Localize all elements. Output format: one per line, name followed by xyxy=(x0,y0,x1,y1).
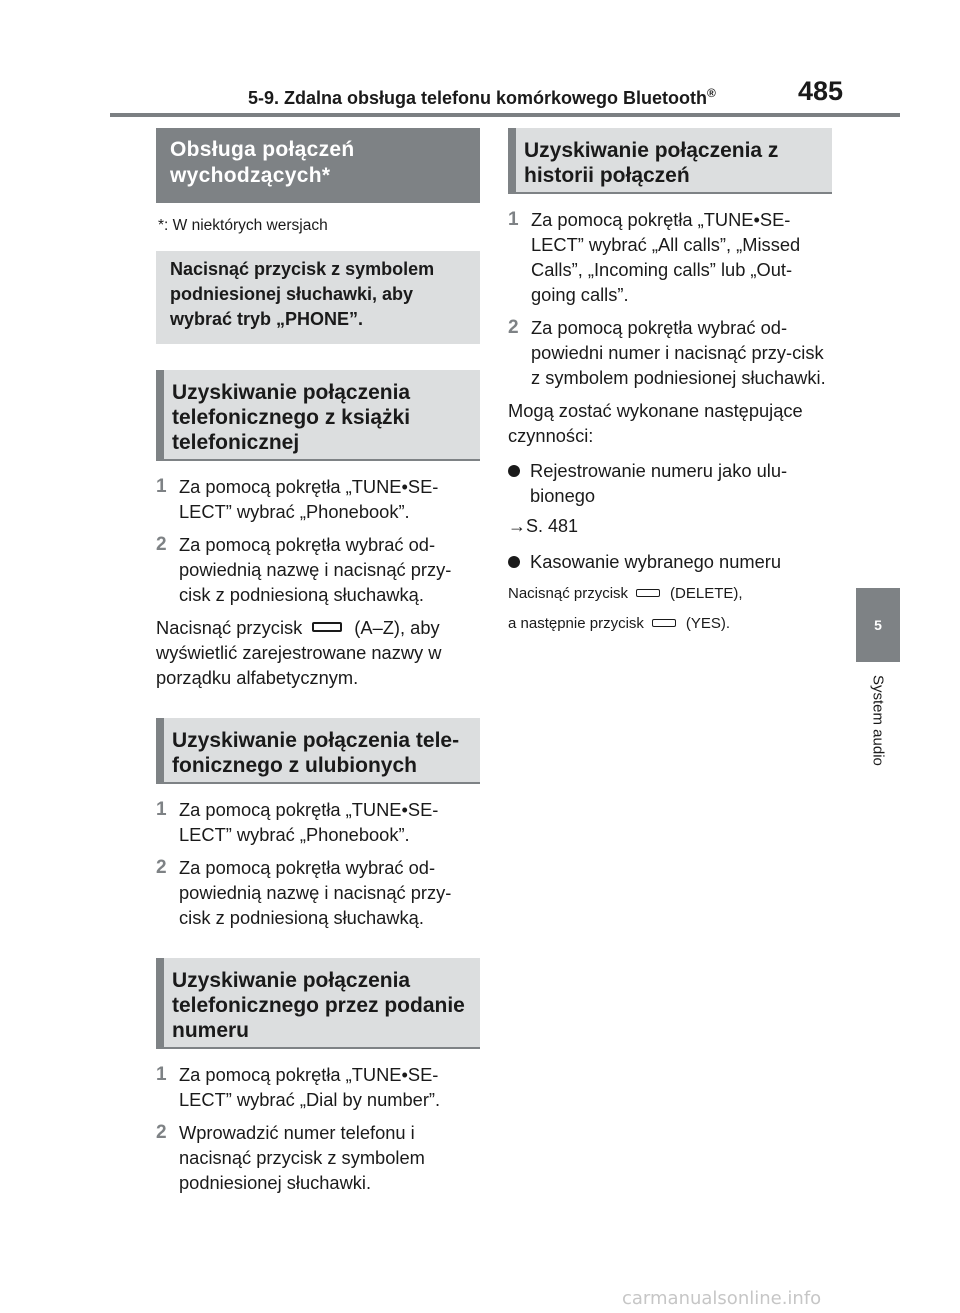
bullet-item: Kasowanie wybranego numeru xyxy=(508,549,832,574)
chapter-label: System audio xyxy=(869,675,887,766)
step-number: 1 xyxy=(156,799,167,820)
yes-line: a następnie przycisk (YES). xyxy=(508,615,731,632)
header-title: 5-9. Zdalna obsługa telefonu komórkowego Bluetooth® xyxy=(248,86,716,108)
step-text: Za pomocą pokrętła „TUNE•SE-LECT” wybrać „Phonebook”. xyxy=(179,799,439,845)
page-number: 485 xyxy=(798,76,844,106)
step-number: 1 xyxy=(156,476,167,497)
bullet-item: Rejestrowanie numeru jako ulu-bionego xyxy=(508,458,832,508)
note-box: Nacisnąć przycisk z symbolem podniesionej słuchawki, aby wybrać tryb „PHONE”. xyxy=(156,251,480,344)
step-text: Za pomocą pokrętła „TUNE•SE-LECT” wybrać „Phonebook”. xyxy=(179,476,439,522)
step xyxy=(508,207,832,307)
step-number: 1 xyxy=(508,209,519,230)
step xyxy=(156,532,480,607)
button-icon xyxy=(652,619,676,627)
heading-phonebook: Uzyskiwanie połączenia telefonicznego z książki telefonicznej xyxy=(156,370,480,461)
bullet-icon xyxy=(508,465,520,477)
step xyxy=(156,855,480,930)
step-number: 2 xyxy=(508,317,519,338)
actions-paragraph: Mogą zostać wykonane następujące czynności: xyxy=(508,400,803,446)
heading-favorites: Uzyskiwanie połączenia tele-fonicznego z ulubionych xyxy=(156,718,480,784)
footnote: *: W niektórych wersjach xyxy=(158,217,328,234)
watermark: carmanualsonline.info xyxy=(622,1288,822,1309)
heading-dial-number: Uzyskiwanie połączenia telefonicznego przez podanie numeru xyxy=(156,958,480,1049)
step-text: Za pomocą pokrętła wybrać od-powiednią nazwę i nacisnąć przy-cisk z podniesioną słuchawką. xyxy=(179,857,452,928)
button-icon xyxy=(636,589,660,597)
button-icon xyxy=(312,622,342,632)
step xyxy=(156,1120,480,1195)
step-number: 2 xyxy=(156,857,167,878)
step-text: Za pomocą pokrętła „TUNE•SE-LECT” wybrać „Dial by number”. xyxy=(179,1064,441,1110)
bullet-icon xyxy=(508,556,520,568)
delete-instruction xyxy=(508,584,832,634)
step xyxy=(156,474,480,524)
step-number: 2 xyxy=(156,1122,167,1143)
step-text: Wprowadzić numer telefonu i nacisnąć przycisk z symbolem podniesionej słuchawki. xyxy=(179,1122,425,1193)
step-text: Za pomocą pokrętła wybrać od-powiednią nazwę i nacisnąć przy-cisk z podniesioną słuchawką. xyxy=(179,534,452,605)
chapter-tab: 5 xyxy=(856,588,900,662)
phonebook-az-paragraph: Nacisnąć przycisk (A–Z), aby wyświetlić zarejestrowane nazwy w porządku alfabetycznym. xyxy=(156,617,442,688)
step xyxy=(508,315,832,390)
step-text: Za pomocą pokrętła „TUNE•SE-LECT” wybrać „All calls”, „Missed Calls”, „Incoming calls” lub „Out-going calls”. xyxy=(531,209,801,305)
step-number: 1 xyxy=(156,1064,167,1085)
page-reference: →S. 481 xyxy=(508,516,579,536)
left-column xyxy=(156,128,480,1203)
delete-line: Nacisnąć przycisk (DELETE), xyxy=(508,585,743,602)
step xyxy=(156,797,480,847)
right-column xyxy=(508,128,832,648)
heading-call-history: Uzyskiwanie połączenia z historii połączeń xyxy=(508,128,832,194)
step xyxy=(156,1062,480,1112)
step-text: Za pomocą pokrętła wybrać od-powiedni numer i nacisnąć przy-cisk z symbolem podniesionej słuchawki. xyxy=(531,317,826,388)
header-divider xyxy=(110,113,900,117)
step-number: 2 xyxy=(156,534,167,555)
heading-outgoing-calls: Obsługa połączeń wychodzących* xyxy=(156,128,480,203)
